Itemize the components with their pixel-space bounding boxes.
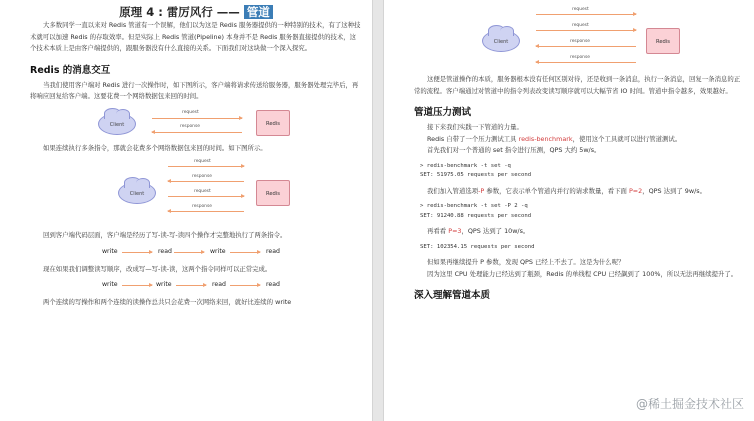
benchmark-tool-name: redis-benchmark [518, 134, 573, 143]
multi-request-diagram [30, 154, 362, 230]
client-cloud: Client [118, 182, 156, 204]
book-gutter [372, 0, 384, 421]
request-label: request [194, 159, 211, 164]
paragraph-qps-limit: 但如果再继续提升 P 参数，发现 QPS 已经上不去了。这是为什么呢？ [427, 258, 625, 266]
flow-step: write [156, 281, 172, 288]
flow-arrow [176, 285, 206, 286]
paragraph-cpu-bottleneck: 因为这里 CPU 处理能力已经达到了瓶颈，Redis 的单线程 CPU 已经飙到了 100%，所以无法再继续提升了。 [427, 269, 738, 278]
flow-step: read [266, 247, 280, 255]
left-page [0, 0, 372, 421]
flow-step: write [210, 247, 226, 255]
intro-paragraph: 大多数同学一直以来对 Redis 管道有一个误解，他们以为这是 Redis 服务器提供的一种特别的技术，有了这种技术就可以加速 Redis 的存取效率。但是实际上 Redis 管道(Pipeline) 本身并不是 Redis 服务器直接提供的技术，这个技术本质上是由客户端提供的，跟服务器没有什么直接的关系。下面我们对这块做一个深入探究。 [30, 21, 361, 52]
option-value-p3: P=3 [448, 227, 462, 235]
response-arrow [168, 211, 244, 212]
code-block-3 [414, 243, 742, 253]
paragraph-pipeline-essence: 这便是管道操作的本质，服务器根本没有任何区别对待，还是收到一条消息，执行一条消息，回复一条消息的正常的流程。客户端通过对管道中的指令列表改变读写顺序就可以大幅节省 IO 时间。管道中指令越多，效果越好。 [414, 75, 741, 95]
section-heading-message-interaction: Redis 的消息交互 [30, 64, 111, 76]
request-arrow [168, 196, 244, 197]
flow-arrow [122, 252, 152, 253]
paragraph-2: 如果连续执行多条指令，那就会花费多个网络数据包来回的时间。如下图所示。 [43, 143, 267, 152]
paragraph-3: 回到客户端代码层面，客户端是经历了写-读-写-读四个操作才完整地执行了两条指令。 [43, 231, 287, 239]
flow-step: write [102, 281, 118, 288]
paragraph-plain-set: 首先我们对一个普通的 set 指令进行压测，QPS 大约 5w/s。 [427, 146, 601, 154]
flow-arrow [230, 285, 260, 286]
code-line: SET: 91240.88 requests per second [420, 212, 532, 219]
request-arrow [536, 30, 636, 31]
redis-box: Redis [646, 28, 680, 54]
response-arrow [168, 181, 244, 182]
paragraph-pipeline-option: 我们加入管道选项-P 参数，它表示单个管道内并行的请求数量，看下面 P=2，QPS 达到了 9w/s。 [427, 186, 706, 195]
title-highlight: 管道 [244, 5, 273, 19]
section-heading-pressure-test: 管道压力测试 [414, 107, 472, 118]
paragraph-practice: 接下来我们实践一下管道的力量。 [427, 123, 523, 131]
request-label: request [182, 109, 199, 115]
flow-write-write-read-read [30, 279, 362, 293]
paragraph-5: 两个连续的写操作和两个连续的读操作总共只会花费一次网络来回，就好比连续的 write [43, 298, 292, 306]
response-label: response [192, 204, 212, 209]
code-line: SET: 51975.05 requests per second [420, 172, 532, 178]
flow-arrow [174, 252, 204, 253]
paragraph-p3: 再看看 P=3，QPS 达到了 10w/s。 [427, 227, 530, 235]
code-block-1 [414, 162, 742, 181]
flow-arrow [230, 252, 260, 253]
code-block-2 [414, 202, 742, 221]
response-arrow [536, 62, 636, 63]
response-label: response [570, 55, 590, 60]
code-line: > redis-benchmark -t set -q [420, 162, 511, 169]
client-cloud: Client [482, 30, 520, 52]
option-p: -P [478, 186, 485, 195]
request-arrow [536, 14, 636, 15]
paragraph-4: 现在如果我们调整读写顺序，改成写—写-读-读，这两个指令同样可以正常完成。 [43, 264, 272, 273]
response-label: response [180, 123, 200, 129]
flow-step: read [266, 281, 280, 288]
response-label: response [570, 39, 590, 44]
option-value-p2: P=2 [628, 186, 643, 195]
response-arrow [152, 132, 242, 133]
request-arrow [152, 118, 242, 119]
request-label: request [572, 7, 589, 12]
code-line: SET: 102354.15 requests per second [420, 243, 535, 250]
paragraph-benchmark-tool: Redis 自带了一个压力测试工具 redis-benchmark，使用这个工具就可以进行管道测试。 [427, 134, 682, 143]
right-page [384, 0, 754, 421]
flow-step: read [212, 281, 226, 288]
paragraph-1: 当我们使用客户端对 Redis 进行一次操作时，如下图所示，客户端将请求传送给服务器，服务器处理完毕后，再将响应回复给客户端。这要花费一个网络数据包来回的时间。 [30, 80, 359, 100]
client-cloud: Client [98, 113, 136, 135]
chapter-title [30, 4, 362, 20]
section-heading-pipeline-essence: 深入理解管道本质 [414, 290, 491, 301]
request-arrow [168, 166, 244, 167]
flow-step: write [102, 247, 118, 255]
watermark: @稀土掘金技术社区 [635, 397, 744, 411]
flow-arrow [122, 285, 152, 286]
response-label: response [192, 174, 212, 179]
flow-step: read [158, 247, 172, 255]
code-line: > redis-benchmark -t set -P 2 -q [420, 203, 528, 209]
flow-write-read-write-read [30, 246, 362, 260]
response-arrow [536, 46, 636, 47]
redis-box: Redis [256, 180, 290, 206]
single-request-diagram [30, 103, 362, 143]
request-label: request [194, 189, 211, 194]
request-label: request [572, 23, 589, 28]
pipeline-diagram [414, 0, 742, 74]
redis-box: Redis [256, 110, 290, 136]
title-text: 原理 4 : 雷厉风行 —— [119, 5, 244, 19]
